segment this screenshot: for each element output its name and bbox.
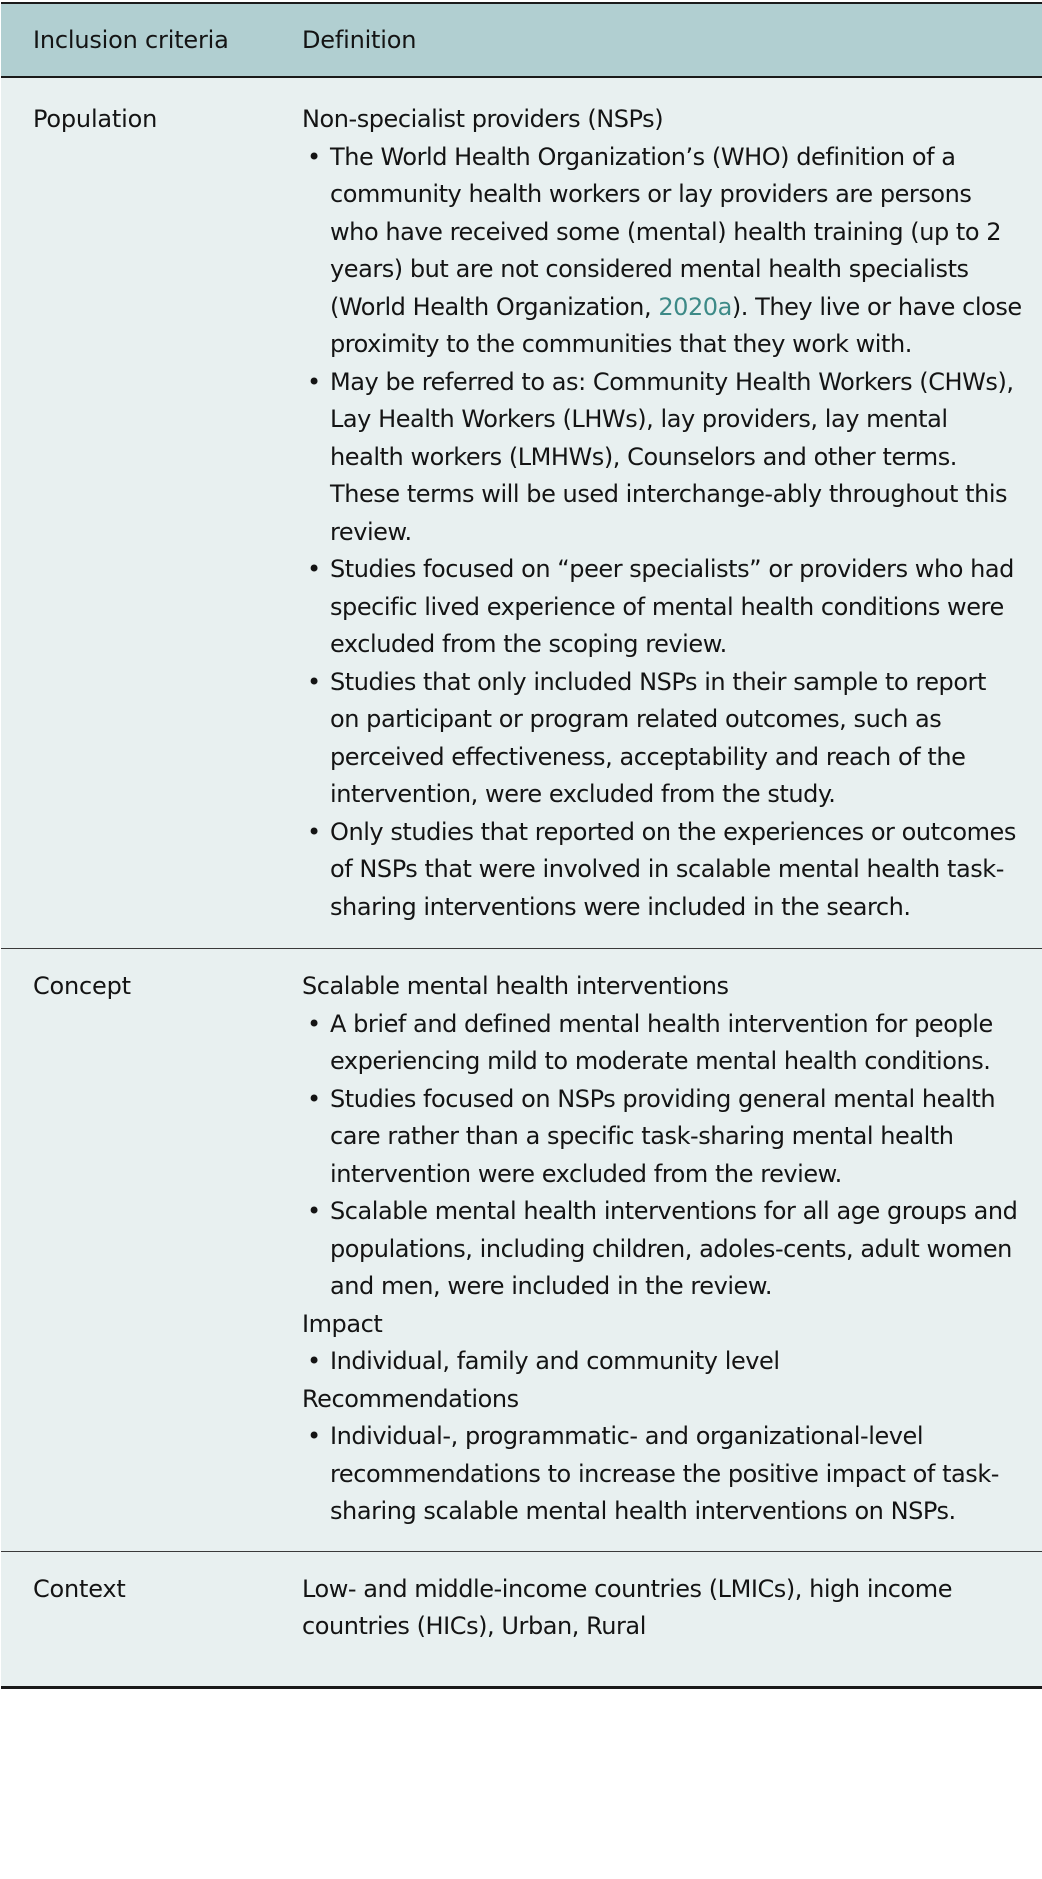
section-heading-recommendations: Recommendations (302, 1384, 519, 1413)
list-item (302, 1081, 1022, 1194)
list-item (302, 1006, 1022, 1081)
list-item-text: Scalable mental health interventions for all age groups and populations, including children, adoles-cents, adult women and men, were included in the review. (330, 1197, 1018, 1300)
section-heading: Non-specialist providers (NSPs) (302, 105, 664, 133)
definition-cell (302, 101, 1042, 926)
table-row-population (1, 78, 1042, 949)
list-item (302, 1343, 1022, 1381)
list-item-text: Studies focused on NSPs providing general mental health care rather than a specific task-sharing mental health intervention were excluded from the review. (330, 1084, 996, 1188)
row-label: Concept (33, 972, 131, 1000)
list-item-text: Studies that only included NSPs in their sample to report on participant or program related outcomes, such as perceived effectiveness, acceptability and reach of the intervention, were excluded from the study. (330, 667, 986, 808)
list-item (302, 364, 1022, 552)
row-label: Population (33, 105, 158, 133)
list-item-text: ). They live or have close proximity to the communities that they work with. (330, 292, 1022, 358)
bullet-icon: • (307, 1084, 321, 1113)
bullet-icon: • (307, 1347, 321, 1375)
bullet-icon: • (307, 142, 321, 171)
list-item-text: Individual, family and community level (330, 1347, 780, 1375)
list-item (302, 551, 1022, 664)
section-heading: Scalable mental health interventions (302, 972, 729, 1000)
bullet-icon: • (307, 1197, 321, 1225)
bullet-icon: • (307, 667, 321, 696)
table-row-concept (1, 949, 1042, 1552)
list-item (302, 664, 1022, 814)
list-item (302, 1418, 1022, 1531)
table-header (1, 2, 1042, 78)
bullet-list (302, 1418, 1022, 1531)
definition-cell (302, 968, 1042, 1531)
row-label: Context (33, 1574, 126, 1603)
bullet-list (302, 139, 1022, 927)
bullet-list (302, 1006, 1022, 1306)
list-item (302, 139, 1022, 364)
definition-cell: Low- and middle-income countries (LMICs), high income countries (HICs), Urban, Rural (302, 1574, 953, 1640)
bullet-icon: • (307, 1009, 321, 1038)
citation-link-2020a[interactable]: 2020a (658, 292, 732, 321)
list-item (302, 1193, 1022, 1306)
header-inclusion-criteria: Inclusion criteria (33, 26, 229, 54)
table-row-context (1, 1552, 1042, 1689)
bullet-icon: • (307, 817, 321, 846)
list-item (302, 814, 1022, 927)
list-item-text: The World Health Organization’s (WHO) definition of a community health workers or lay providers are persons who have received some (mental) health training (up to 2 years) but are not considered mental health specialists (World Health Organization, (330, 142, 1002, 321)
inclusion-criteria-table (1, 2, 1042, 1689)
list-item-text: Only studies that reported on the experiences or outcomes of NSPs that were involved in scalable mental health task-sharing interventions were included in the search. (330, 817, 1016, 921)
table-body (1, 78, 1042, 1689)
section-heading-impact: Impact (302, 1309, 383, 1338)
list-item-text: Studies focused on “peer specialists” or providers who had specific lived experience of mental health conditions were excluded from the scoping review. (330, 555, 1014, 658)
bullet-icon: • (307, 367, 321, 396)
bullet-icon: • (307, 555, 321, 583)
bullet-icon: • (307, 1422, 321, 1450)
list-item-text: Individual-, programmatic- and organizational-level recommendations to increase the positive impact of task-sharing scalable mental health interventions on NSPs. (330, 1422, 1000, 1525)
list-item-text: A brief and defined mental health intervention for people experiencing mild to moderate mental health conditions. (330, 1009, 993, 1075)
header-definition: Definition (302, 26, 417, 54)
bullet-list (302, 1343, 1022, 1381)
list-item-text: May be referred to as: Community Health Workers (CHWs), Lay Health Workers (LHWs), lay providers, lay mental health workers (LMHWs), Counselors and other terms. These terms will be used interchange-ably throughout this review. (330, 367, 1014, 546)
